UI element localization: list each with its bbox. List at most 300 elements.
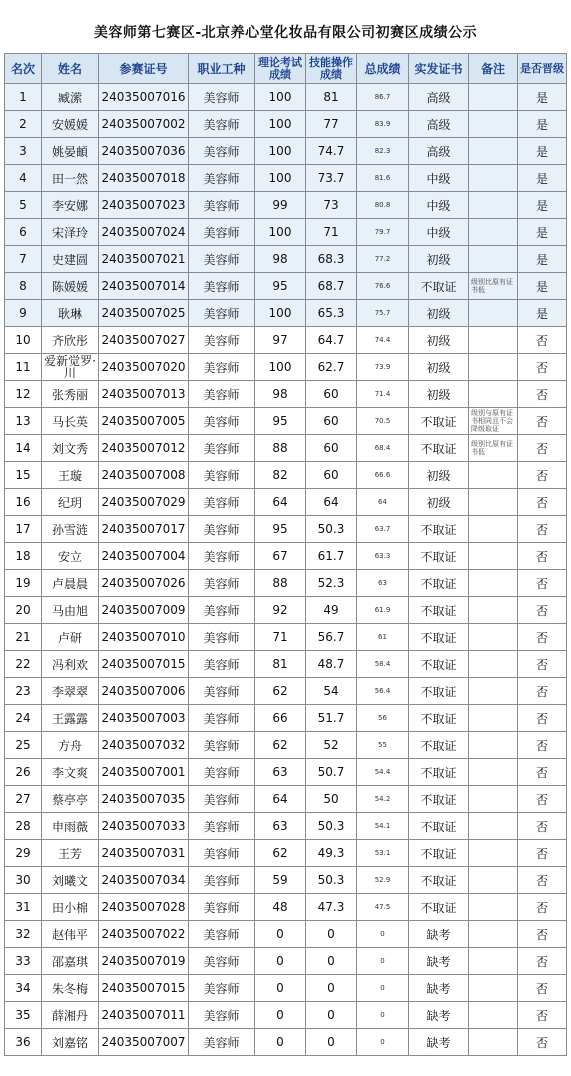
cell-remark xyxy=(469,354,518,381)
cell-rank: 24 xyxy=(5,705,42,732)
cell-total: 75.7 xyxy=(357,300,409,327)
cell-remark xyxy=(469,84,518,111)
table-row xyxy=(5,813,567,840)
cell-skill: 0 xyxy=(306,921,357,948)
cell-name: 刘嘉铭 xyxy=(42,1029,99,1056)
cell-theory: 0 xyxy=(255,975,306,1002)
cell-rank: 14 xyxy=(5,435,42,462)
cell-promoted: 否 xyxy=(518,570,567,597)
cell-exam-no: 24035007024 xyxy=(99,219,189,246)
cell-job: 美容师 xyxy=(189,543,255,570)
cell-exam-no: 24035007023 xyxy=(99,192,189,219)
table-row xyxy=(5,597,567,624)
table-row xyxy=(5,840,567,867)
cell-promoted: 否 xyxy=(518,840,567,867)
cell-rank: 22 xyxy=(5,651,42,678)
cell-skill: 68.7 xyxy=(306,273,357,300)
table-row xyxy=(5,165,567,192)
cell-exam-no: 24035007009 xyxy=(99,597,189,624)
cell-job: 美容师 xyxy=(189,678,255,705)
cell-name: 纪玥 xyxy=(42,489,99,516)
cell-cert: 不取证 xyxy=(409,273,469,300)
cell-remark xyxy=(469,948,518,975)
cell-skill: 51.7 xyxy=(306,705,357,732)
cell-promoted: 否 xyxy=(518,624,567,651)
cell-cert: 中级 xyxy=(409,219,469,246)
cell-theory: 99 xyxy=(255,192,306,219)
cell-name: 姚晏頔 xyxy=(42,138,99,165)
cell-remark xyxy=(469,138,518,165)
cell-job: 美容师 xyxy=(189,165,255,192)
cell-exam-no: 24035007003 xyxy=(99,705,189,732)
cell-job: 美容师 xyxy=(189,1029,255,1056)
cell-remark xyxy=(469,678,518,705)
cell-total: 63.7 xyxy=(357,516,409,543)
cell-rank: 30 xyxy=(5,867,42,894)
cell-theory: 97 xyxy=(255,327,306,354)
cell-total: 61.9 xyxy=(357,597,409,624)
cell-remark xyxy=(469,327,518,354)
cell-skill: 56.7 xyxy=(306,624,357,651)
cell-exam-no: 24035007002 xyxy=(99,111,189,138)
header-promoted: 是否晋级 xyxy=(518,54,567,84)
cell-name: 田小棉 xyxy=(42,894,99,921)
cell-remark xyxy=(469,921,518,948)
cell-promoted: 否 xyxy=(518,327,567,354)
cell-promoted: 否 xyxy=(518,1002,567,1029)
cell-name: 朱冬梅 xyxy=(42,975,99,1002)
cell-total: 73.9 xyxy=(357,354,409,381)
cell-exam-no: 24035007007 xyxy=(99,1029,189,1056)
cell-cert: 缺考 xyxy=(409,1029,469,1056)
cell-exam-no: 24035007019 xyxy=(99,948,189,975)
header-skill: 技能操作成绩 xyxy=(306,54,357,84)
cell-theory: 64 xyxy=(255,489,306,516)
cell-name: 爱新觉罗·川 xyxy=(42,354,99,381)
cell-skill: 73.7 xyxy=(306,165,357,192)
cell-job: 美容师 xyxy=(189,732,255,759)
cell-cert: 缺考 xyxy=(409,975,469,1002)
cell-exam-no: 24035007022 xyxy=(99,921,189,948)
cell-rank: 21 xyxy=(5,624,42,651)
cell-rank: 32 xyxy=(5,921,42,948)
cell-theory: 0 xyxy=(255,921,306,948)
cell-theory: 82 xyxy=(255,462,306,489)
cell-total: 76.6 xyxy=(357,273,409,300)
table-row xyxy=(5,543,567,570)
cell-skill: 0 xyxy=(306,975,357,1002)
cell-rank: 10 xyxy=(5,327,42,354)
cell-promoted: 是 xyxy=(518,246,567,273)
table-row xyxy=(5,867,567,894)
cell-exam-no: 24035007035 xyxy=(99,786,189,813)
cell-cert: 初级 xyxy=(409,354,469,381)
cell-cert: 高级 xyxy=(409,138,469,165)
header-rank: 名次 xyxy=(5,54,42,84)
cell-promoted: 否 xyxy=(518,354,567,381)
cell-theory: 62 xyxy=(255,732,306,759)
cell-exam-no: 24035007005 xyxy=(99,408,189,435)
cell-job: 美容师 xyxy=(189,408,255,435)
cell-remark xyxy=(469,570,518,597)
cell-theory: 95 xyxy=(255,273,306,300)
header-remark: 备注 xyxy=(469,54,518,84)
cell-name: 李文爽 xyxy=(42,759,99,786)
cell-remark xyxy=(469,489,518,516)
cell-promoted: 否 xyxy=(518,921,567,948)
cell-skill: 48.7 xyxy=(306,651,357,678)
cell-name: 王璇 xyxy=(42,462,99,489)
cell-total: 0 xyxy=(357,975,409,1002)
cell-total: 54.1 xyxy=(357,813,409,840)
cell-theory: 100 xyxy=(255,165,306,192)
page-title: 美容师第七赛区-北京养心堂化妆品有限公司初赛区成绩公示 xyxy=(93,25,478,41)
cell-total: 66.6 xyxy=(357,462,409,489)
cell-promoted: 否 xyxy=(518,786,567,813)
table-row xyxy=(5,705,567,732)
cell-theory: 88 xyxy=(255,435,306,462)
cell-name: 冯利欢 xyxy=(42,651,99,678)
cell-exam-no: 24035007034 xyxy=(99,867,189,894)
cell-exam-no: 24035007033 xyxy=(99,813,189,840)
header-name: 姓名 xyxy=(42,54,99,84)
cell-exam-no: 24035007029 xyxy=(99,489,189,516)
cell-promoted: 是 xyxy=(518,111,567,138)
cell-theory: 48 xyxy=(255,894,306,921)
cell-cert: 缺考 xyxy=(409,1002,469,1029)
table-row xyxy=(5,273,567,300)
cell-promoted: 否 xyxy=(518,489,567,516)
cell-job: 美容师 xyxy=(189,381,255,408)
cell-rank: 9 xyxy=(5,300,42,327)
cell-theory: 100 xyxy=(255,219,306,246)
cell-total: 56.4 xyxy=(357,678,409,705)
cell-exam-no: 24035007011 xyxy=(99,1002,189,1029)
cell-rank: 17 xyxy=(5,516,42,543)
cell-job: 美容师 xyxy=(189,597,255,624)
cell-name: 王露露 xyxy=(42,705,99,732)
cell-skill: 50.7 xyxy=(306,759,357,786)
cell-cert: 初级 xyxy=(409,462,469,489)
table-row xyxy=(5,759,567,786)
cell-total: 63.3 xyxy=(357,543,409,570)
cell-cert: 不取证 xyxy=(409,894,469,921)
cell-skill: 64 xyxy=(306,489,357,516)
cell-rank: 11 xyxy=(5,354,42,381)
cell-total: 64 xyxy=(357,489,409,516)
table-row xyxy=(5,1029,567,1056)
cell-remark xyxy=(469,165,518,192)
table-row xyxy=(5,921,567,948)
cell-total: 71.4 xyxy=(357,381,409,408)
cell-exam-no: 24035007025 xyxy=(99,300,189,327)
cell-promoted: 否 xyxy=(518,948,567,975)
cell-promoted: 是 xyxy=(518,138,567,165)
cell-theory: 100 xyxy=(255,138,306,165)
cell-exam-no: 24035007004 xyxy=(99,543,189,570)
cell-remark xyxy=(469,840,518,867)
table-row xyxy=(5,219,567,246)
table-row xyxy=(5,246,567,273)
cell-theory: 0 xyxy=(255,1002,306,1029)
cell-cert: 不取证 xyxy=(409,516,469,543)
cell-rank: 23 xyxy=(5,678,42,705)
cell-job: 美容师 xyxy=(189,1002,255,1029)
cell-promoted: 否 xyxy=(518,813,567,840)
cell-promoted: 否 xyxy=(518,381,567,408)
cell-exam-no: 24035007027 xyxy=(99,327,189,354)
cell-promoted: 否 xyxy=(518,975,567,1002)
cell-cert: 不取证 xyxy=(409,651,469,678)
cell-name: 薛湘丹 xyxy=(42,1002,99,1029)
cell-theory: 64 xyxy=(255,786,306,813)
cell-remark xyxy=(469,219,518,246)
cell-name: 史建圆 xyxy=(42,246,99,273)
header-theory: 理论考试成绩 xyxy=(255,54,306,84)
cell-total: 53.1 xyxy=(357,840,409,867)
cell-name: 耿琳 xyxy=(42,300,99,327)
cell-total: 0 xyxy=(357,921,409,948)
cell-cert: 不取证 xyxy=(409,408,469,435)
cell-total: 83.9 xyxy=(357,111,409,138)
cell-rank: 15 xyxy=(5,462,42,489)
cell-rank: 8 xyxy=(5,273,42,300)
cell-total: 68.4 xyxy=(357,435,409,462)
cell-job: 美容师 xyxy=(189,570,255,597)
cell-remark xyxy=(469,192,518,219)
cell-cert: 初级 xyxy=(409,489,469,516)
cell-theory: 81 xyxy=(255,651,306,678)
table-row xyxy=(5,570,567,597)
cell-remark xyxy=(469,813,518,840)
cell-rank: 28 xyxy=(5,813,42,840)
cell-total: 82.3 xyxy=(357,138,409,165)
cell-remark xyxy=(469,705,518,732)
cell-rank: 18 xyxy=(5,543,42,570)
cell-rank: 16 xyxy=(5,489,42,516)
cell-promoted: 否 xyxy=(518,462,567,489)
table-row xyxy=(5,138,567,165)
cell-theory: 66 xyxy=(255,705,306,732)
cell-job: 美容师 xyxy=(189,921,255,948)
table-row xyxy=(5,300,567,327)
cell-remark xyxy=(469,759,518,786)
cell-total: 56 xyxy=(357,705,409,732)
table-row xyxy=(5,111,567,138)
cell-name: 李安娜 xyxy=(42,192,99,219)
cell-cert: 缺考 xyxy=(409,921,469,948)
cell-total: 81.6 xyxy=(357,165,409,192)
cell-job: 美容师 xyxy=(189,489,255,516)
cell-cert: 初级 xyxy=(409,381,469,408)
cell-rank: 29 xyxy=(5,840,42,867)
cell-promoted: 否 xyxy=(518,678,567,705)
cell-exam-no: 24035007017 xyxy=(99,516,189,543)
cell-skill: 71 xyxy=(306,219,357,246)
cell-job: 美容师 xyxy=(189,354,255,381)
cell-theory: 100 xyxy=(255,84,306,111)
cell-theory: 0 xyxy=(255,1029,306,1056)
cell-skill: 0 xyxy=(306,948,357,975)
table-row xyxy=(5,1002,567,1029)
cell-skill: 62.7 xyxy=(306,354,357,381)
cell-cert: 不取证 xyxy=(409,570,469,597)
cell-exam-no: 24035007028 xyxy=(99,894,189,921)
cell-name: 赵伟平 xyxy=(42,921,99,948)
cell-rank: 34 xyxy=(5,975,42,1002)
cell-cert: 初级 xyxy=(409,327,469,354)
cell-name: 宋泽玲 xyxy=(42,219,99,246)
cell-promoted: 是 xyxy=(518,192,567,219)
cell-rank: 19 xyxy=(5,570,42,597)
cell-promoted: 否 xyxy=(518,705,567,732)
cell-theory: 0 xyxy=(255,948,306,975)
cell-remark: 级别与原有证书相同且不会降级取证 xyxy=(469,408,518,435)
cell-theory: 98 xyxy=(255,246,306,273)
cell-total: 80.8 xyxy=(357,192,409,219)
cell-job: 美容师 xyxy=(189,192,255,219)
cell-name: 张秀丽 xyxy=(42,381,99,408)
cell-total: 79.7 xyxy=(357,219,409,246)
cell-job: 美容师 xyxy=(189,840,255,867)
cell-job: 美容师 xyxy=(189,948,255,975)
cell-skill: 77 xyxy=(306,111,357,138)
table-row xyxy=(5,894,567,921)
cell-promoted: 否 xyxy=(518,759,567,786)
cell-rank: 26 xyxy=(5,759,42,786)
cell-remark xyxy=(469,381,518,408)
cell-remark xyxy=(469,624,518,651)
cell-name: 王芳 xyxy=(42,840,99,867)
table-row xyxy=(5,975,567,1002)
table-row xyxy=(5,354,567,381)
cell-exam-no: 24035007012 xyxy=(99,435,189,462)
cell-remark xyxy=(469,1002,518,1029)
cell-remark: 级别比原有证书低 xyxy=(469,273,518,300)
table-row xyxy=(5,516,567,543)
cell-skill: 0 xyxy=(306,1029,357,1056)
cell-cert: 不取证 xyxy=(409,543,469,570)
header-cert: 实发证书 xyxy=(409,54,469,84)
cell-name: 卢晨晨 xyxy=(42,570,99,597)
cell-exam-no: 24035007020 xyxy=(99,354,189,381)
cell-rank: 20 xyxy=(5,597,42,624)
cell-promoted: 否 xyxy=(518,408,567,435)
cell-exam-no: 24035007018 xyxy=(99,165,189,192)
cell-rank: 1 xyxy=(5,84,42,111)
cell-skill: 60 xyxy=(306,462,357,489)
cell-exam-no: 24035007036 xyxy=(99,138,189,165)
cell-cert: 中级 xyxy=(409,192,469,219)
cell-promoted: 是 xyxy=(518,165,567,192)
cell-job: 美容师 xyxy=(189,327,255,354)
cell-job: 美容师 xyxy=(189,759,255,786)
cell-rank: 5 xyxy=(5,192,42,219)
cell-promoted: 否 xyxy=(518,543,567,570)
cell-job: 美容师 xyxy=(189,435,255,462)
cell-total: 63 xyxy=(357,570,409,597)
cell-total: 52.9 xyxy=(357,867,409,894)
cell-cert: 不取证 xyxy=(409,678,469,705)
cell-theory: 100 xyxy=(255,111,306,138)
cell-skill: 73 xyxy=(306,192,357,219)
cell-skill: 74.7 xyxy=(306,138,357,165)
cell-skill: 60 xyxy=(306,381,357,408)
cell-exam-no: 24035007010 xyxy=(99,624,189,651)
cell-remark: 级别比原有证书低 xyxy=(469,435,518,462)
cell-exam-no: 24035007001 xyxy=(99,759,189,786)
cell-name: 马由旭 xyxy=(42,597,99,624)
cell-remark xyxy=(469,651,518,678)
cell-cert: 不取证 xyxy=(409,732,469,759)
cell-job: 美容师 xyxy=(189,138,255,165)
cell-remark xyxy=(469,894,518,921)
cell-total: 0 xyxy=(357,1029,409,1056)
cell-skill: 68.3 xyxy=(306,246,357,273)
cell-promoted: 否 xyxy=(518,516,567,543)
table-row xyxy=(5,732,567,759)
table-row xyxy=(5,84,567,111)
cell-remark xyxy=(469,543,518,570)
cell-job: 美容师 xyxy=(189,516,255,543)
cell-promoted: 是 xyxy=(518,273,567,300)
cell-job: 美容师 xyxy=(189,219,255,246)
cell-remark xyxy=(469,246,518,273)
cell-total: 61 xyxy=(357,624,409,651)
cell-skill: 49 xyxy=(306,597,357,624)
table-row xyxy=(5,408,567,435)
cell-rank: 2 xyxy=(5,111,42,138)
cell-name: 安媛媛 xyxy=(42,111,99,138)
header-row xyxy=(5,54,567,84)
cell-theory: 95 xyxy=(255,516,306,543)
cell-name: 田一然 xyxy=(42,165,99,192)
cell-job: 美容师 xyxy=(189,867,255,894)
cell-promoted: 是 xyxy=(518,84,567,111)
cell-job: 美容师 xyxy=(189,705,255,732)
cell-cert: 不取证 xyxy=(409,867,469,894)
cell-name: 陈媛媛 xyxy=(42,273,99,300)
cell-cert: 初级 xyxy=(409,300,469,327)
cell-cert: 不取证 xyxy=(409,705,469,732)
cell-name: 李翠翠 xyxy=(42,678,99,705)
cell-theory: 63 xyxy=(255,813,306,840)
cell-exam-no: 24035007016 xyxy=(99,84,189,111)
cell-skill: 81 xyxy=(306,84,357,111)
cell-exam-no: 24035007021 xyxy=(99,246,189,273)
cell-exam-no: 24035007006 xyxy=(99,678,189,705)
cell-theory: 98 xyxy=(255,381,306,408)
cell-name: 蔡亭亭 xyxy=(42,786,99,813)
cell-skill: 65.3 xyxy=(306,300,357,327)
cell-remark xyxy=(469,300,518,327)
cell-remark xyxy=(469,1029,518,1056)
cell-skill: 50.3 xyxy=(306,813,357,840)
cell-promoted: 是 xyxy=(518,300,567,327)
table-row xyxy=(5,462,567,489)
table-row xyxy=(5,435,567,462)
table-row xyxy=(5,651,567,678)
cell-cert: 不取证 xyxy=(409,435,469,462)
cell-skill: 52 xyxy=(306,732,357,759)
cell-total: 58.4 xyxy=(357,651,409,678)
cell-cert: 中级 xyxy=(409,165,469,192)
cell-skill: 60 xyxy=(306,408,357,435)
cell-exam-no: 24035007026 xyxy=(99,570,189,597)
cell-job: 美容师 xyxy=(189,813,255,840)
cell-name: 刘曦文 xyxy=(42,867,99,894)
results-table xyxy=(4,53,567,1056)
